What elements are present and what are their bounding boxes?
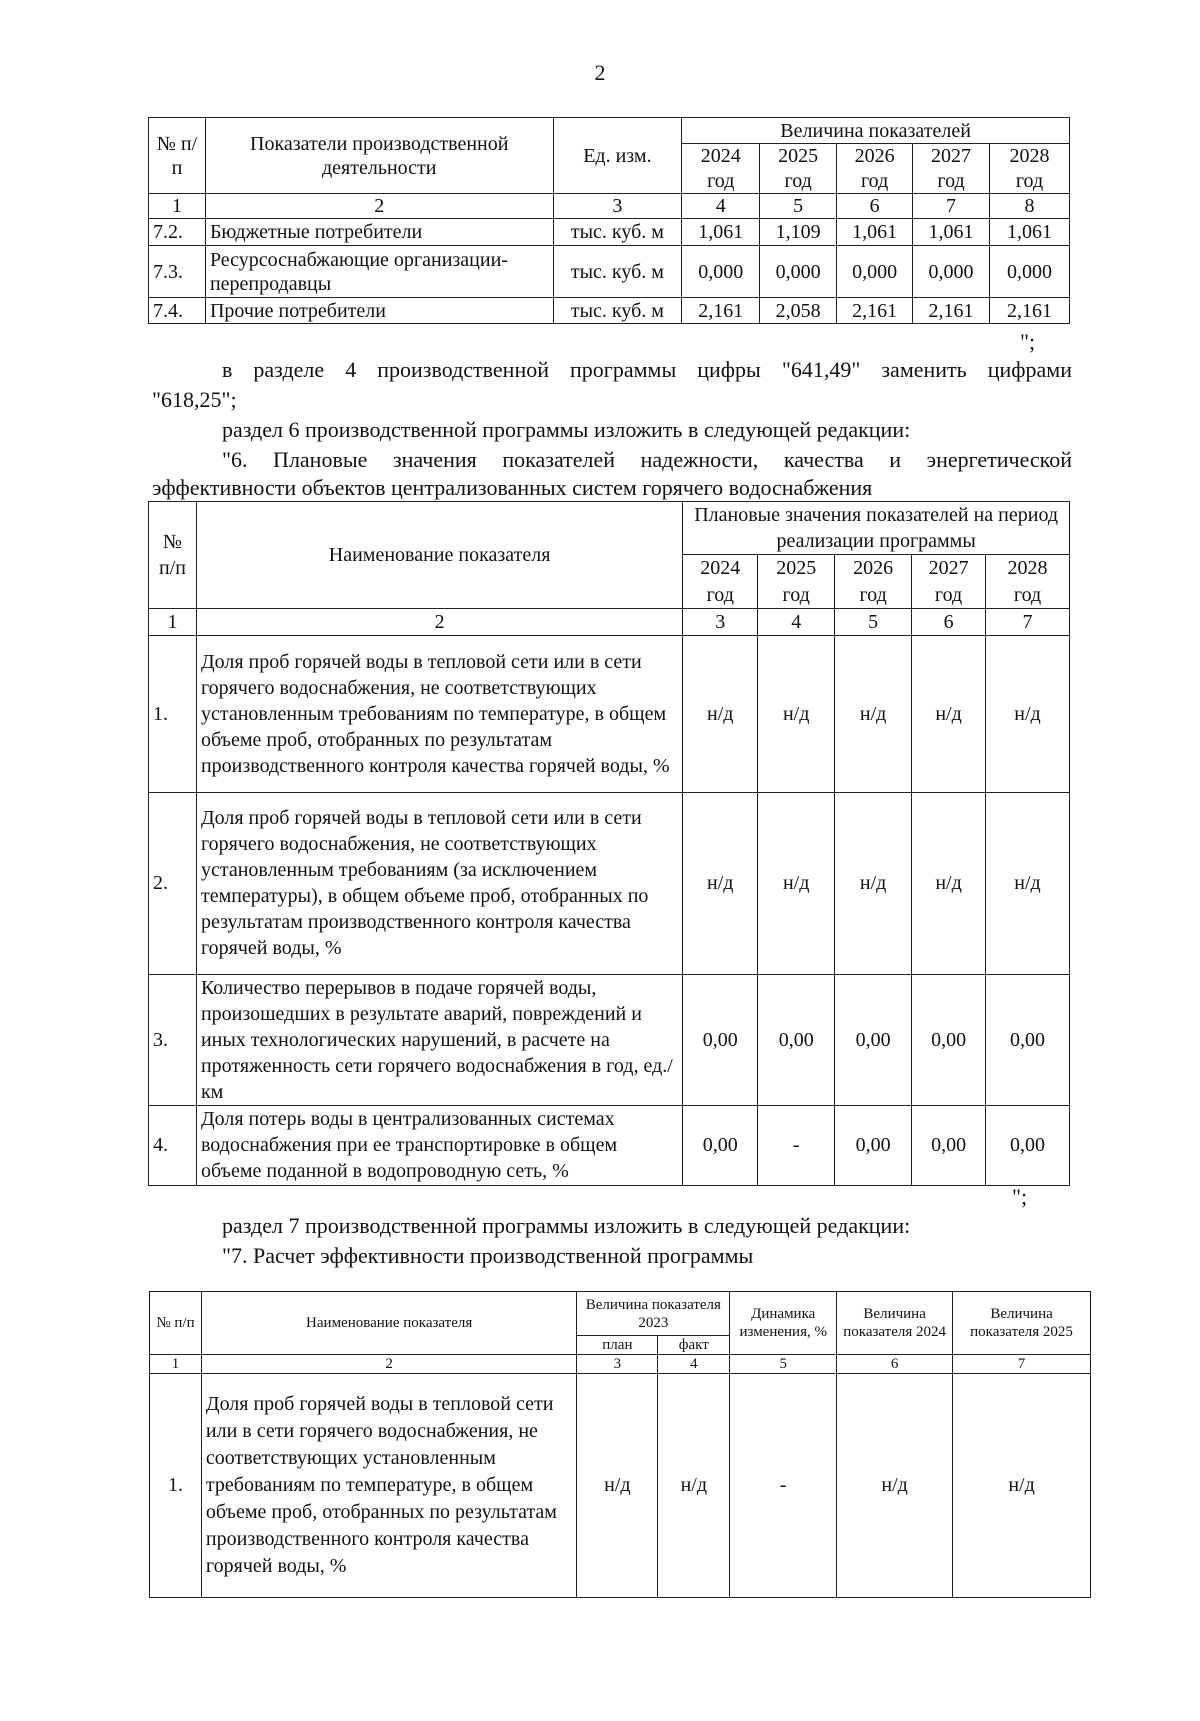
header-year: 2024 xyxy=(683,555,758,582)
row-value: 0,00 xyxy=(683,1105,758,1185)
table-row xyxy=(149,246,1070,298)
header-year-suffix: год xyxy=(912,582,986,609)
header-year-suffix: год xyxy=(682,169,760,194)
row-value: н/д xyxy=(912,792,986,974)
section7-heading: "7. Расчет эффективности производственной программы xyxy=(222,1243,754,1268)
header-year-suffix: год xyxy=(913,169,990,194)
quote-end: "; xyxy=(1020,329,1036,354)
column-number: 7 xyxy=(953,1355,1091,1374)
row-value: н/д xyxy=(912,635,986,792)
row-num: 1. xyxy=(150,1374,202,1598)
production-indicators-table xyxy=(148,117,1070,324)
column-number: 2 xyxy=(196,608,682,635)
table-row xyxy=(149,1105,1070,1185)
column-number: 6 xyxy=(837,1355,953,1374)
row-value: 0,00 xyxy=(912,974,986,1105)
section6-heading: "6. Плановые значения показателей надежности, качества и энергетической xyxy=(222,447,1072,472)
row-value: 2,161 xyxy=(682,298,760,324)
column-number: 1 xyxy=(150,1355,202,1374)
row-value: 2,161 xyxy=(990,298,1070,324)
row-unit: тыс. куб. м xyxy=(553,246,682,298)
row-value: 2,058 xyxy=(760,298,837,324)
row-value: н/д xyxy=(758,792,835,974)
reliability-indicators-table xyxy=(148,501,1070,1186)
row-value: 1,061 xyxy=(913,219,990,246)
row-unit: тыс. куб. м xyxy=(553,298,682,324)
row-value: н/д xyxy=(683,635,758,792)
row-num: 7.3. xyxy=(149,246,206,298)
row-value: н/д xyxy=(837,1374,953,1598)
row-value: н/д xyxy=(758,635,835,792)
header-year: 2028 xyxy=(990,144,1070,169)
row-value: н/д xyxy=(986,635,1070,792)
header-prev-value: Величина показателя 2023 xyxy=(577,1292,730,1336)
row-value: 0,000 xyxy=(682,246,760,298)
header-dynamics: Динамика изменения, % xyxy=(730,1292,837,1355)
row-name: Ресурсоснабжающие организации-перепродавцы xyxy=(205,246,553,298)
row-value: н/д xyxy=(835,792,912,974)
row-value: н/д xyxy=(835,635,912,792)
row-value: н/д xyxy=(683,792,758,974)
row-num: 4. xyxy=(149,1105,197,1185)
header-num: № п/п xyxy=(150,1292,202,1355)
table-row xyxy=(149,219,1070,246)
header-year-suffix: год xyxy=(758,582,835,609)
column-number: 3 xyxy=(577,1355,658,1374)
column-number: 4 xyxy=(658,1355,730,1374)
column-number: 7 xyxy=(913,194,990,219)
row-value: 0,000 xyxy=(837,246,913,298)
header-year: 2027 xyxy=(913,144,990,169)
paragraph-section6: раздел 6 производственной программы изложить в следующей редакции: xyxy=(222,417,911,442)
row-name: Бюджетные потребители xyxy=(205,219,553,246)
row-value: - xyxy=(758,1105,835,1185)
table-row xyxy=(149,635,1070,792)
header-year: 2026 xyxy=(835,555,912,582)
row-value: 0,000 xyxy=(913,246,990,298)
row-value: 0,00 xyxy=(986,1105,1070,1185)
row-value: 0,00 xyxy=(986,974,1070,1105)
row-value: 0,00 xyxy=(758,974,835,1105)
row-name: Прочие потребители xyxy=(205,298,553,324)
row-name: Доля потерь воды в централизованных системах водоснабжения при ее транспортировке в общем объеме поданной в водопроводную сеть, % xyxy=(196,1105,682,1185)
column-number: 6 xyxy=(837,194,913,219)
row-name: Доля проб горячей воды в тепловой сети или в сети горячего водоснабжения, не соответствующих установленным требованиям по температуре, в общем объеме проб, отобранных по результатам производственного контроля качества горячей воды, % xyxy=(201,1374,577,1598)
header-name: Наименование показателя xyxy=(201,1292,577,1355)
row-value: 0,000 xyxy=(760,246,837,298)
header-value-2024: Величина показателя 2024 xyxy=(837,1292,953,1355)
column-number: 6 xyxy=(912,608,986,635)
header-fact: факт xyxy=(658,1336,730,1355)
row-value: 1,109 xyxy=(760,219,837,246)
row-num: 2. xyxy=(149,792,197,974)
quote-end: "; xyxy=(1012,1184,1028,1209)
table-row xyxy=(149,298,1070,324)
header-group: Плановые значения показателей на период реализации программы xyxy=(683,502,1070,555)
header-year: 2025 xyxy=(760,144,837,169)
row-value: н/д xyxy=(953,1374,1091,1598)
row-value: - xyxy=(730,1374,837,1598)
row-num: 3. xyxy=(149,974,197,1105)
row-value: 2,161 xyxy=(837,298,913,324)
page-number: 2 xyxy=(594,60,606,85)
header-year-suffix: год xyxy=(835,582,912,609)
column-number: 5 xyxy=(835,608,912,635)
paragraph-section4: в разделе 4 производственной программы цифры "641,49" заменить цифрами xyxy=(222,357,1072,382)
row-value: 0,00 xyxy=(835,974,912,1105)
header-year-suffix: год xyxy=(760,169,837,194)
table-row xyxy=(149,792,1070,974)
row-value: 2,161 xyxy=(913,298,990,324)
row-num: 7.2. xyxy=(149,219,206,246)
row-value: 1,061 xyxy=(837,219,913,246)
row-value: н/д xyxy=(577,1374,658,1598)
row-value: н/д xyxy=(986,792,1070,974)
header-year: 2025 xyxy=(758,555,835,582)
row-name: Доля проб горячей воды в тепловой сети или в сети горячего водоснабжения, не соответствующих установленным требованиям по температуре, в общем объеме проб, отобранных по результатам производственного контроля качества горячей воды, % xyxy=(196,635,682,792)
header-year: 2024 xyxy=(682,144,760,169)
row-name: Доля проб горячей воды в тепловой сети или в сети горячего водоснабжения, не соответствующих установленным требованиям (за исключением температуры), в общем объеме проб, отобранных по результатам производственного контроля качества горячей воды, % xyxy=(196,792,682,974)
column-number: 3 xyxy=(683,608,758,635)
column-number: 5 xyxy=(760,194,837,219)
header-year-suffix: год xyxy=(837,169,913,194)
row-value: 0,00 xyxy=(835,1105,912,1185)
header-year-suffix: год xyxy=(990,169,1070,194)
paragraph-section4-cont: "618,25"; xyxy=(152,387,237,412)
row-value: н/д xyxy=(658,1374,730,1598)
row-name: Количество перерывов в подаче горячей воды, произошедших в результате аварий, повреждений и иных технологических нарушений, в расчете на протяженность сети горячего водоснабжения в год, ед./км xyxy=(196,974,682,1105)
header-num: № п/п xyxy=(149,502,197,609)
header-plan: план xyxy=(577,1336,658,1355)
header-year-suffix: год xyxy=(986,582,1070,609)
header-year: 2026 xyxy=(837,144,913,169)
header-num: № п/п xyxy=(149,118,206,194)
header-year: 2027 xyxy=(912,555,986,582)
column-number: 3 xyxy=(553,194,682,219)
row-num: 1. xyxy=(149,635,197,792)
section6-heading-cont: эффективности объектов централизованных систем горячего водоснабжения xyxy=(152,475,873,500)
column-number: 7 xyxy=(986,608,1070,635)
row-unit: тыс. куб. м xyxy=(553,219,682,246)
header-value-2025: Величина показателя 2025 xyxy=(953,1292,1091,1355)
row-value: 0,00 xyxy=(683,974,758,1105)
column-number: 4 xyxy=(682,194,760,219)
row-num: 7.4. xyxy=(149,298,206,324)
column-number: 8 xyxy=(990,194,1070,219)
column-number: 5 xyxy=(730,1355,837,1374)
row-value: 1,061 xyxy=(682,219,760,246)
column-number: 1 xyxy=(149,608,197,635)
header-year-suffix: год xyxy=(683,582,758,609)
header-unit: Ед. изм. xyxy=(553,118,682,194)
efficiency-table xyxy=(149,1291,1091,1598)
row-value: 1,061 xyxy=(990,219,1070,246)
header-year: 2028 xyxy=(986,555,1070,582)
column-number: 4 xyxy=(758,608,835,635)
column-number: 2 xyxy=(205,194,553,219)
header-indicator: Показатели производственной деятельности xyxy=(205,118,553,194)
column-number: 1 xyxy=(149,194,206,219)
table-row xyxy=(149,974,1070,1105)
header-group: Величина показателей xyxy=(682,118,1070,144)
row-value: 0,00 xyxy=(912,1105,986,1185)
column-number: 2 xyxy=(201,1355,577,1374)
table-row xyxy=(150,1374,1091,1598)
paragraph-section7: раздел 7 производственной программы изложить в следующей редакции: xyxy=(222,1213,911,1238)
row-value: 0,000 xyxy=(990,246,1070,298)
header-name: Наименование показателя xyxy=(196,502,682,609)
